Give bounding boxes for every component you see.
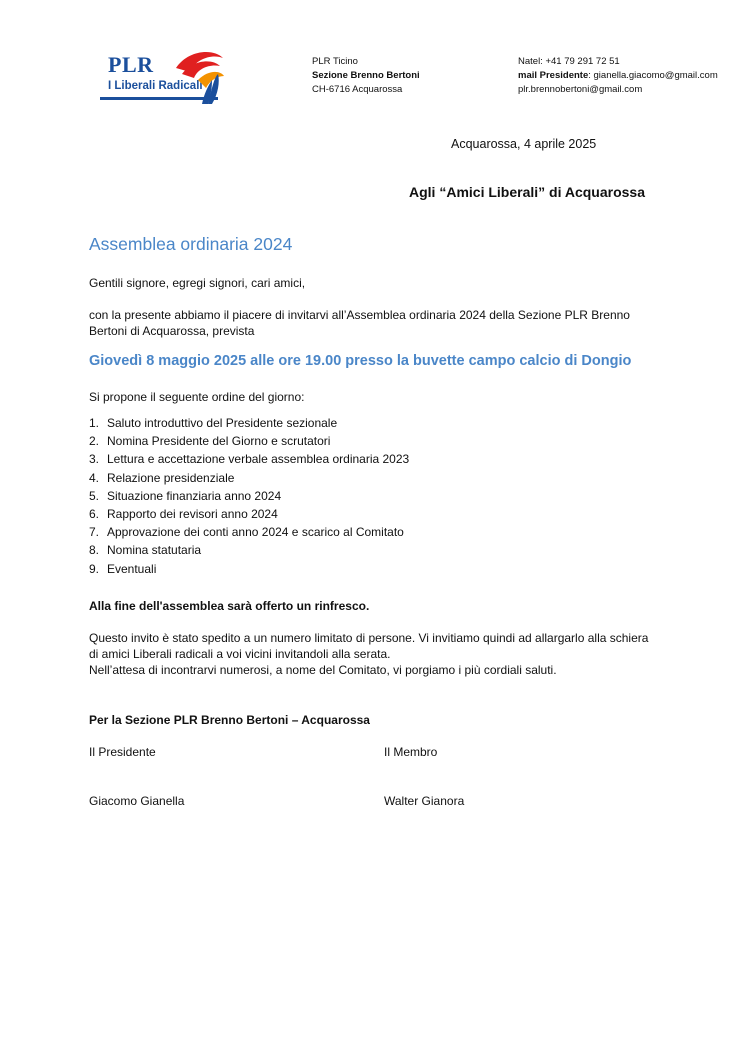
contact-info	[518, 55, 718, 97]
agenda-list	[89, 416, 409, 580]
letter-date: Acquarossa, 4 aprile 2025	[451, 137, 597, 151]
agenda-item: 1. Saluto introduttivo del Presidente sezionale	[89, 416, 338, 430]
signature-role-member: Il Membro	[384, 745, 438, 759]
sender-address	[312, 55, 420, 97]
agenda-item: 4. Relazione presidenziale	[89, 470, 235, 485]
logo-subtitle: I Liberali Radicali	[108, 80, 203, 92]
event-details: Giovedì 8 maggio 2025 alle ore 19.00 presso la buvette campo calcio di Dongio	[89, 353, 632, 369]
signature-name-president: Giacomo Gianella	[89, 794, 185, 808]
agenda-item: 7. Approvazione dei conti anno 2024 e scarico al Comitato	[89, 525, 404, 540]
signature-role-president: Il Presidente	[89, 745, 156, 759]
president-email: : gianella.giacomo@gmail.com	[588, 70, 718, 81]
closing-paragraph: Questo invito è stato spedito a un numero limitato di persone. Vi invitiamo quindi ad allargarlo alla schiera di amici Liberali radicali a voi vicini invitandoli alla serata. Nell’attesa di incontrarvi numerosi, a nome del Comitato, vi porgiamo i più cordiali saluti.	[89, 631, 649, 677]
agenda-item: 9. Eventuali	[89, 561, 157, 576]
agenda-item: 6. Rapporto dei revisori anno 2024	[89, 506, 278, 521]
intro-paragraph: con la presente abbiamo il piacere di invitarvi all’Assemblea ordinaria 2024 della Sezione PLR Brenno Bertoni di Acquarossa, prevista	[89, 308, 630, 338]
letter-title: Assemblea ordinaria 2024	[89, 234, 293, 254]
recipient: Agli “Amici Liberali” di Acquarossa	[409, 184, 645, 200]
greeting: Gentili signore, egregi signori, cari amici,	[89, 276, 306, 290]
section-name: Sezione Brenno Bertoni	[312, 70, 420, 81]
agenda-intro: Si propone il seguente ordine del giorno:	[89, 390, 305, 404]
flame-icon	[168, 48, 228, 106]
agenda-item: 8. Nomina statutaria	[89, 543, 202, 558]
agenda-item: 5. Situazione finanziaria anno 2024	[89, 488, 282, 503]
logo-wordmark: PLR	[108, 52, 154, 77]
signature-name-member: Walter Gianora	[384, 794, 465, 808]
postal-address: CH-6716 Acquarossa	[312, 84, 403, 95]
org-name: PLR Ticino	[312, 56, 358, 67]
mail-line: mail Presidente: gianella.giacomo@gmail.com	[518, 70, 718, 81]
phone-number: +41 79 291 72 51	[545, 56, 620, 67]
agenda-item: 2. Nomina Presidente del Giorno e scrutatori	[89, 434, 331, 449]
agenda-item: 3. Lettura e accettazione verbale assemblea ordinaria 2023	[89, 452, 410, 467]
signature-section: Per la Sezione PLR Brenno Bertoni – Acquarossa	[89, 713, 370, 727]
phone-line: Natel: +41 79 291 72 51	[518, 56, 620, 67]
plr-logo	[100, 48, 230, 108]
section-email: plr.brennobertoni@gmail.com	[518, 84, 643, 95]
refreshment-note: Alla fine dell'assemblea sarà offerto un rinfresco.	[89, 599, 370, 613]
